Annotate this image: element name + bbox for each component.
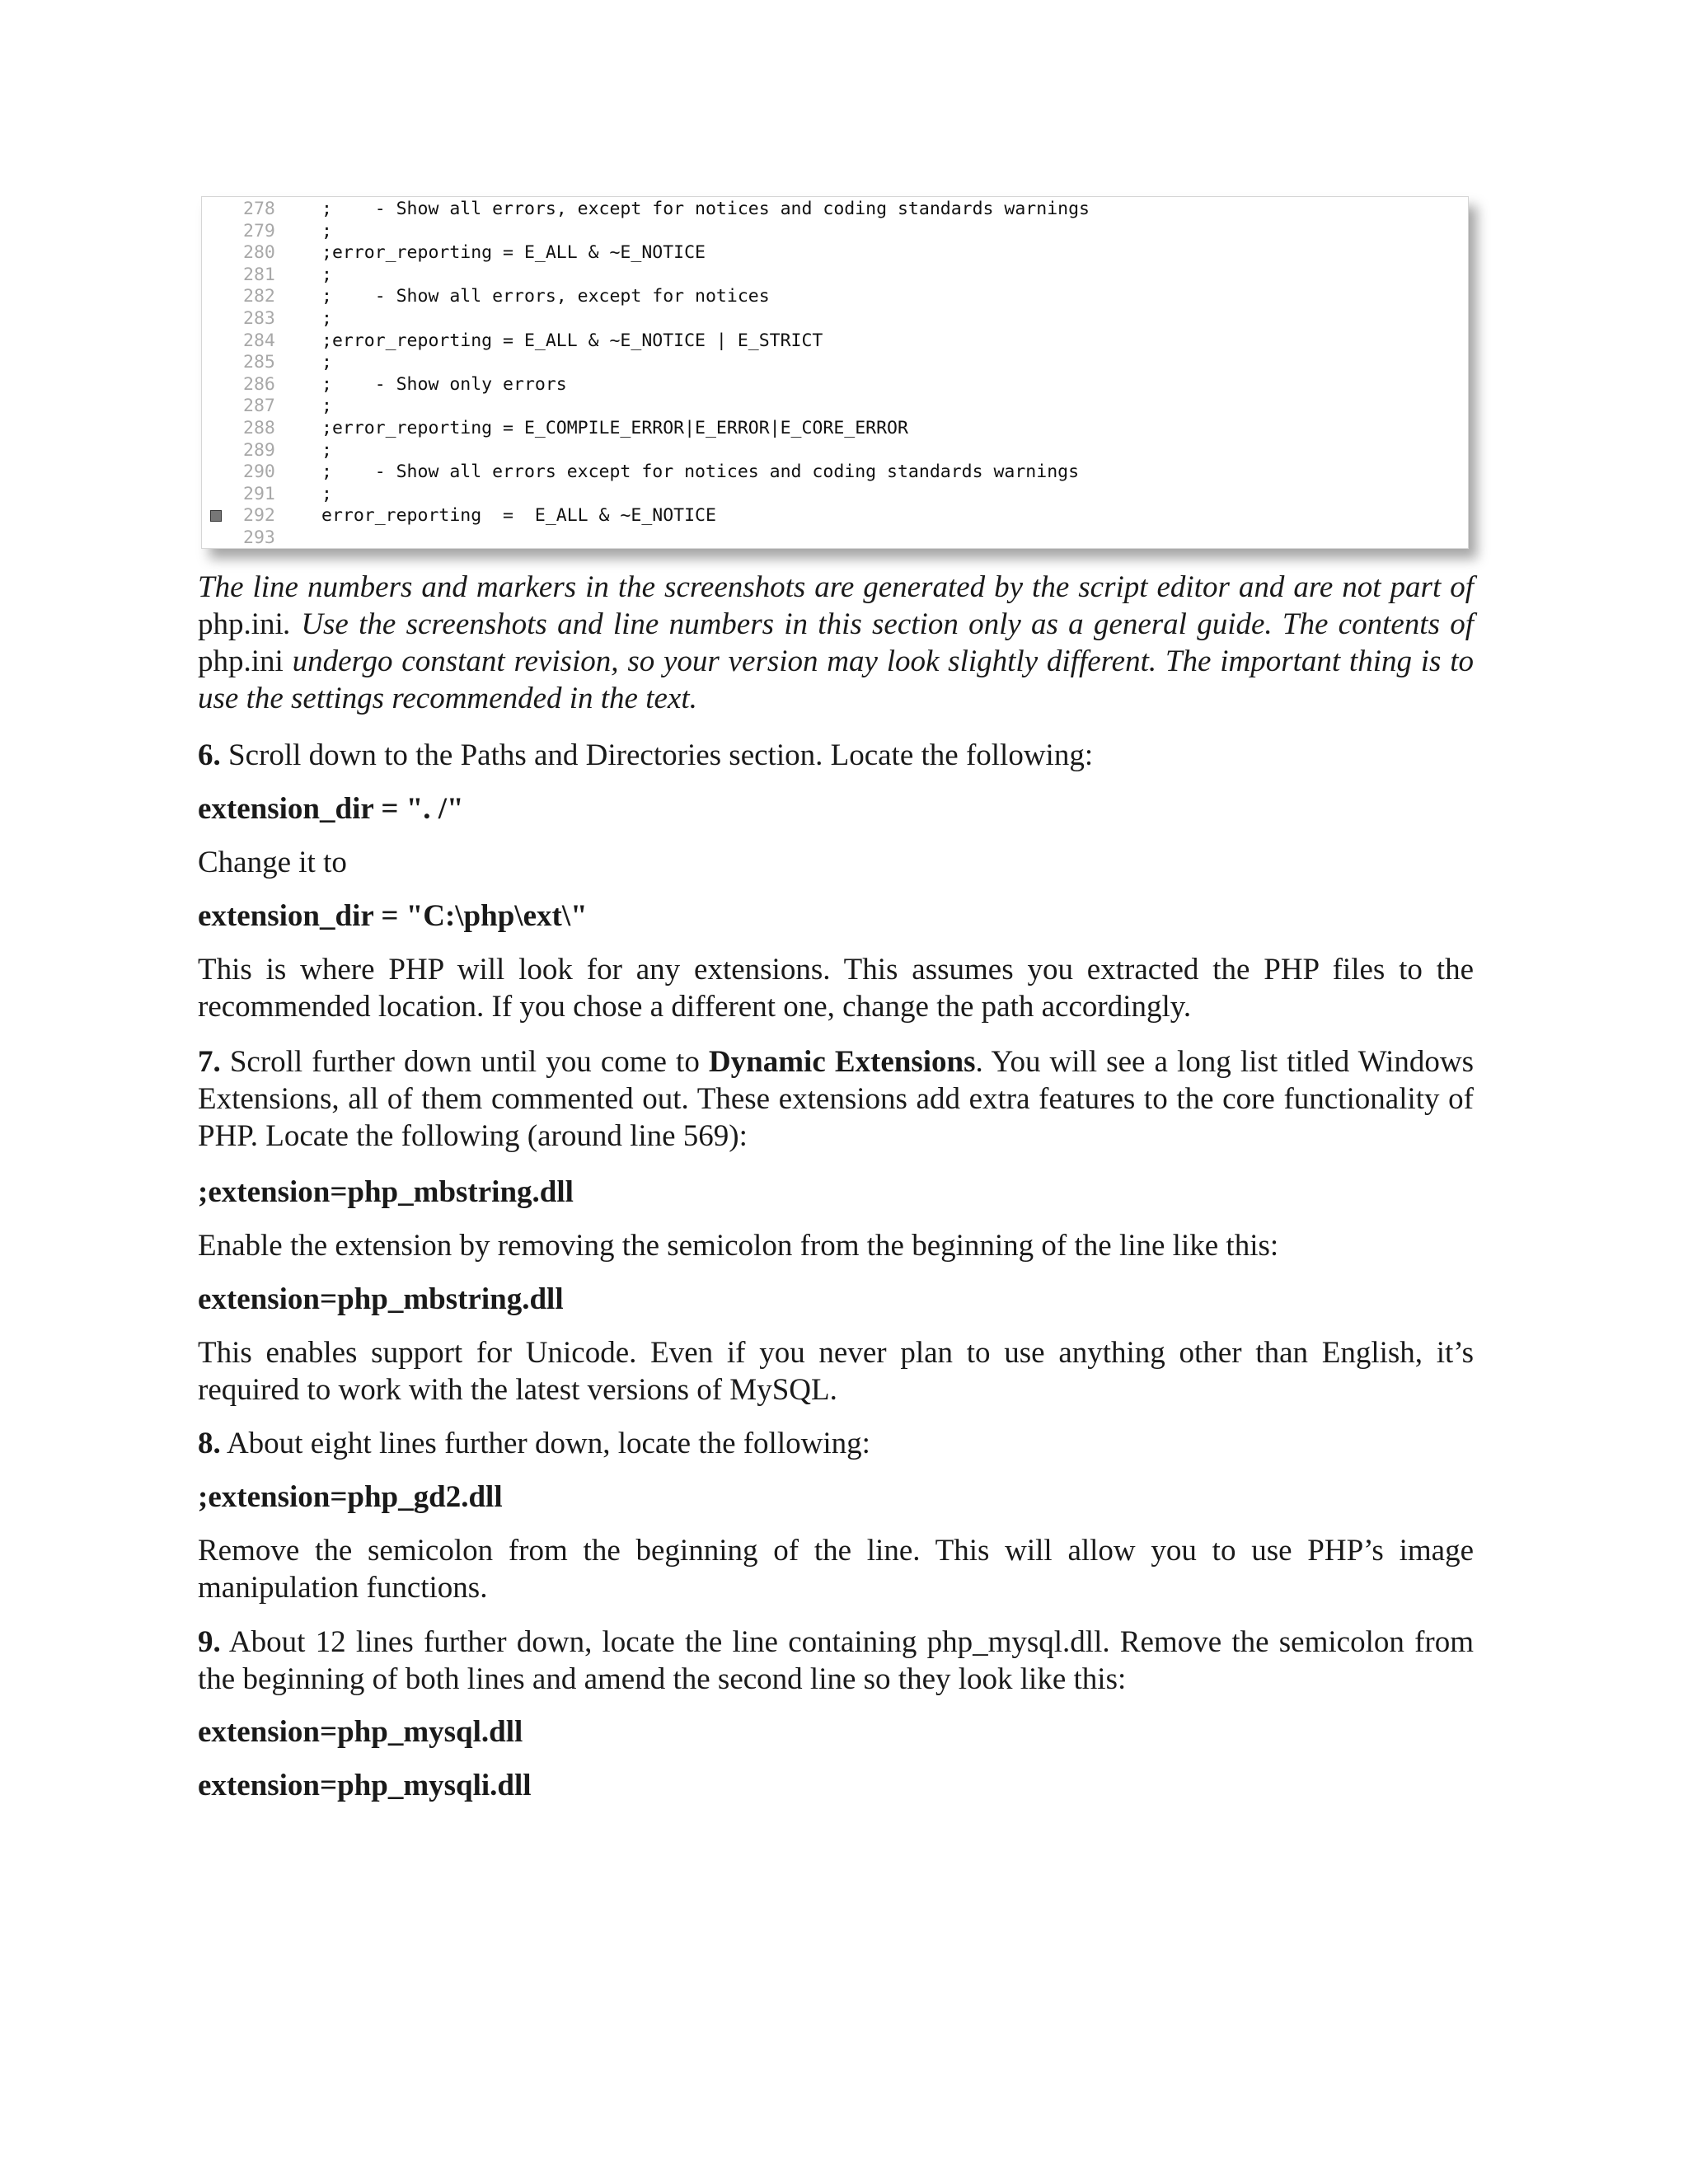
code-line	[202, 505, 1469, 527]
step-8-explanation: Remove the semicolon from the beginning of the line. This will allow you to use PHP’s image manipulation functions.	[198, 1534, 1474, 1605]
step-9-number: 9.	[198, 1625, 221, 1659]
caption-text-3: undergo constant revision, so your version may look slightly different. The important thing is to use the settings recommended in the text.	[198, 644, 1474, 715]
line-number: 285	[243, 352, 275, 373]
step-8-instruction	[198, 1425, 1474, 1462]
bookmark-marker-icon	[210, 510, 222, 522]
step-7-code-original: ;extension=php_mbstring.dll	[198, 1175, 574, 1209]
step-6-code-original: extension_dir = ". /"	[198, 792, 464, 826]
step-6-explanation: This is where PHP will look for any extensions. This assumes you extracted the PHP files to the recommended location. If you chose a different one, change the path accordingly.	[198, 953, 1474, 1024]
step-9-text: About 12 lines further down, locate the line containing php_mysql.dll. Remove the semicolon from the beginning of both lines and amend the second line so they look like this:	[198, 1625, 1474, 1696]
code-text: ; - Show all errors, except for notices	[321, 286, 770, 307]
code-text: ;	[321, 264, 332, 285]
step-7-code-new: extension=php_mbstring.dll	[198, 1282, 564, 1316]
code-text: ;	[321, 396, 332, 417]
line-number: 279	[243, 220, 275, 241]
code-text: ;	[321, 220, 332, 241]
code-text: ; - Show all errors except for notices and coding standards warnings	[321, 462, 1080, 483]
step-9-code-mysql: extension=php_mysql.dll	[198, 1715, 523, 1749]
step-7-text-b: . You will see a long list titled Windows Extensions, all of them commented out. These extensions add extra features to the core functionality of PHP. Locate the following (around line 569):	[198, 1045, 1474, 1153]
step-6-code-new: extension_dir = "C:\php\ext\"	[198, 899, 588, 933]
caption-php-ini-1: php.ini	[198, 607, 284, 641]
code-line	[202, 265, 1469, 287]
line-number: 283	[243, 308, 275, 329]
step-9-instruction	[198, 1624, 1474, 1698]
line-number: 284	[243, 330, 275, 351]
line-number: 281	[243, 264, 275, 285]
step-7-enable-text: Enable the extension by removing the semicolon from the beginning of the line like this:	[198, 1229, 1279, 1263]
line-number: 291	[243, 483, 275, 504]
step-6-text: Scroll down to the Paths and Directories section. Locate the following:	[220, 738, 1094, 772]
step-7-instruction	[198, 1043, 1474, 1155]
code-line	[202, 440, 1469, 462]
code-text: ;error_reporting = E_ALL & ~E_NOTICE	[321, 242, 706, 264]
caption-text-1: The line numbers and markers in the screenshots are generated by the script editor and are not part of	[198, 570, 1474, 604]
code-line	[202, 199, 1469, 221]
step-7-text-a: Scroll further down until you come to	[220, 1045, 709, 1079]
code-line	[202, 374, 1469, 396]
code-text: ;error_reporting = E_COMPILE_ERROR|E_ERROR|E_CORE_ERROR	[321, 418, 908, 438]
step-7-explanation: This enables support for Unicode. Even if you never plan to use anything other than English, it’s required to work with the latest versions of MySQL.	[198, 1336, 1474, 1407]
line-number: 290	[243, 462, 275, 483]
code-line	[202, 418, 1469, 440]
line-number: 293	[243, 527, 275, 548]
step-9-code-mysqli: extension=php_mysqli.dll	[198, 1769, 532, 1802]
code-line	[202, 286, 1469, 308]
line-number: 288	[243, 418, 275, 438]
line-number: 278	[243, 199, 275, 219]
step-7-number: 7.	[198, 1045, 221, 1079]
code-line	[202, 462, 1469, 484]
line-number: 292	[243, 505, 275, 527]
code-line	[202, 484, 1469, 506]
step-6-change-label: Change it to	[198, 846, 347, 879]
line-number: 287	[243, 396, 275, 417]
code-text: ;	[321, 308, 332, 329]
screenshot-caption	[198, 569, 1474, 717]
line-number: 289	[243, 439, 275, 461]
line-number: 282	[243, 286, 275, 307]
code-line	[202, 308, 1469, 330]
code-text: error_reporting = E_ALL & ~E_NOTICE	[321, 505, 716, 527]
step-8-code: ;extension=php_gd2.dll	[198, 1480, 503, 1514]
line-number: 280	[243, 242, 275, 264]
code-text: ; - Show only errors	[321, 373, 567, 395]
code-line	[202, 352, 1469, 374]
code-text: ; - Show all errors, except for notices and coding standards warnings	[321, 199, 1090, 219]
code-editor-screenshot	[201, 196, 1469, 549]
step-7-dynamic-extensions: Dynamic Extensions	[708, 1045, 976, 1079]
step-6-instruction	[198, 737, 1474, 774]
code-text: ;error_reporting = E_ALL & ~E_NOTICE | E_STRICT	[321, 330, 823, 351]
step-8-text: About eight lines further down, locate the following:	[220, 1427, 870, 1460]
code-line	[202, 527, 1469, 549]
code-line	[202, 396, 1469, 418]
code-line	[202, 221, 1469, 243]
caption-php-ini-2: php.ini	[198, 644, 284, 678]
code-line	[202, 242, 1469, 265]
code-text: ;	[321, 483, 332, 504]
code-text: ;	[321, 439, 332, 461]
code-line	[202, 330, 1469, 353]
step-8-number: 8.	[198, 1427, 221, 1460]
step-6-number: 6.	[198, 738, 221, 772]
line-number: 286	[243, 373, 275, 395]
caption-text-2: . Use the screenshots and line numbers in this section only as a general guide. The contents of	[283, 607, 1474, 641]
code-text: ;	[321, 352, 332, 373]
